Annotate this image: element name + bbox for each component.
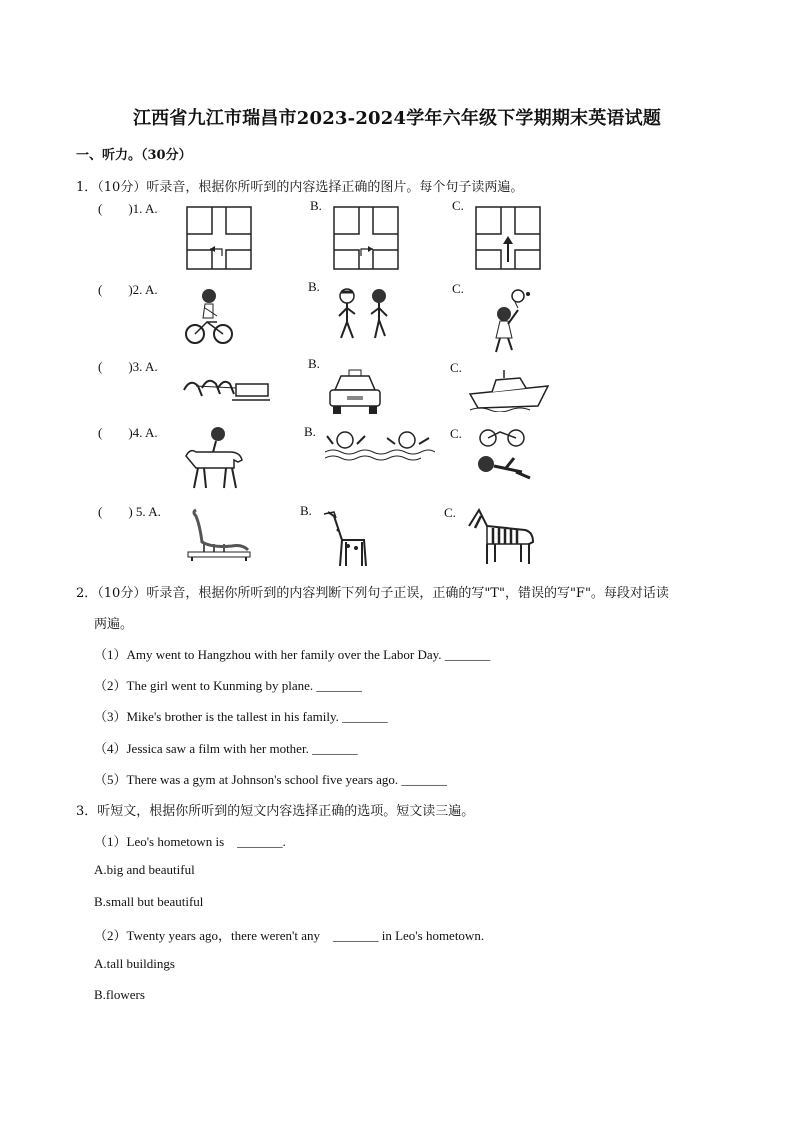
q1-row1-option-b: B. [310,198,322,213]
q1-row3-number: ( )3. A. [98,359,158,374]
q3-sub-1-option-a: A.big and beautiful [94,862,195,877]
q1-row5-option-c: C. [444,505,456,520]
q1-row2-number: ( )2. A. [98,282,158,297]
map-turn-left-image [186,206,252,270]
q1-row2-option-c: C. [452,281,464,296]
q2-item-1: （1）Amy went to Hangzhou with her family over the Labor Day. _______ [94,647,491,662]
q1-row1-option-c: C. [452,198,464,213]
q3-sub-1-option-b: B.small but beautiful [94,894,204,909]
girl-riding-bike-image [183,286,235,346]
kids-swimming-image [325,428,435,462]
q1-row3-option-c: C. [450,360,462,375]
q1-row2-option-b: B. [308,279,320,294]
q3-sub-1: （1）Leo's hometown is _______. [94,834,286,849]
map-go-straight-image [475,206,541,270]
q1-row5-option-b: B. [300,503,312,518]
question-2-stem: 2．（10分）听录音，根据你所听到的内容判断下列句子正误，正确的写"T"，错误的写"F"。每段对话读 [76,586,669,601]
q1-row4-option-b: B. [304,424,316,439]
girl-playing-badminton-image [478,288,534,354]
q3-sub-2-option-b: B.flowers [94,987,145,1002]
question-2-stem-cont: 两遍。 [94,617,134,632]
map-turn-right-image [333,206,399,270]
page-title: 江西省九江市瑞昌市2023-2024学年六年级下学期期末英语试题 [132,108,662,129]
q1-row1-number: ( )1. A. [98,201,158,216]
question-3-stem: 3．听短文，根据你所听到的短文内容选择正确的选项。短文读三遍。 [76,804,475,819]
boy-falling-off-bike-image [470,428,536,484]
q3-sub-2-option-a: A.tall buildings [94,956,175,971]
zebra-image [465,508,537,566]
q2-item-2: （2）The girl went to Kunming by plane. _______ [94,678,362,693]
q1-row4-number: ( )4. A. [98,425,158,440]
q2-item-3: （3）Mike's brother is the tallest in his family. _______ [94,709,388,724]
taxi-image [327,368,383,416]
q2-item-5: （5）There was a gym at Johnson's school five years ago. _______ [94,772,447,787]
girl-riding-horse-image [182,426,246,492]
dog-sled-image [180,368,272,406]
q2-item-4: （4）Jessica saw a film with her mother. _______ [94,741,358,756]
section-heading: 一、听力。（30分） [76,148,192,163]
q3-sub-2: （2）Twenty years ago，there weren't any _______ in Leo's hometown. [94,928,485,943]
q1-row5-number: ( ) 5. A. [98,504,161,519]
kids-hiking-image [333,288,397,344]
ship-image [468,368,550,412]
q1-row4-option-c: C. [450,426,462,441]
dinosaur-skeleton-image [184,506,252,562]
q1-row3-option-b: B. [308,356,320,371]
giraffe-image [320,508,372,570]
question-1-stem: 1．（10分）听录音，根据你所听到的内容选择正确的图片。每个句子读两遍。 [76,180,524,195]
